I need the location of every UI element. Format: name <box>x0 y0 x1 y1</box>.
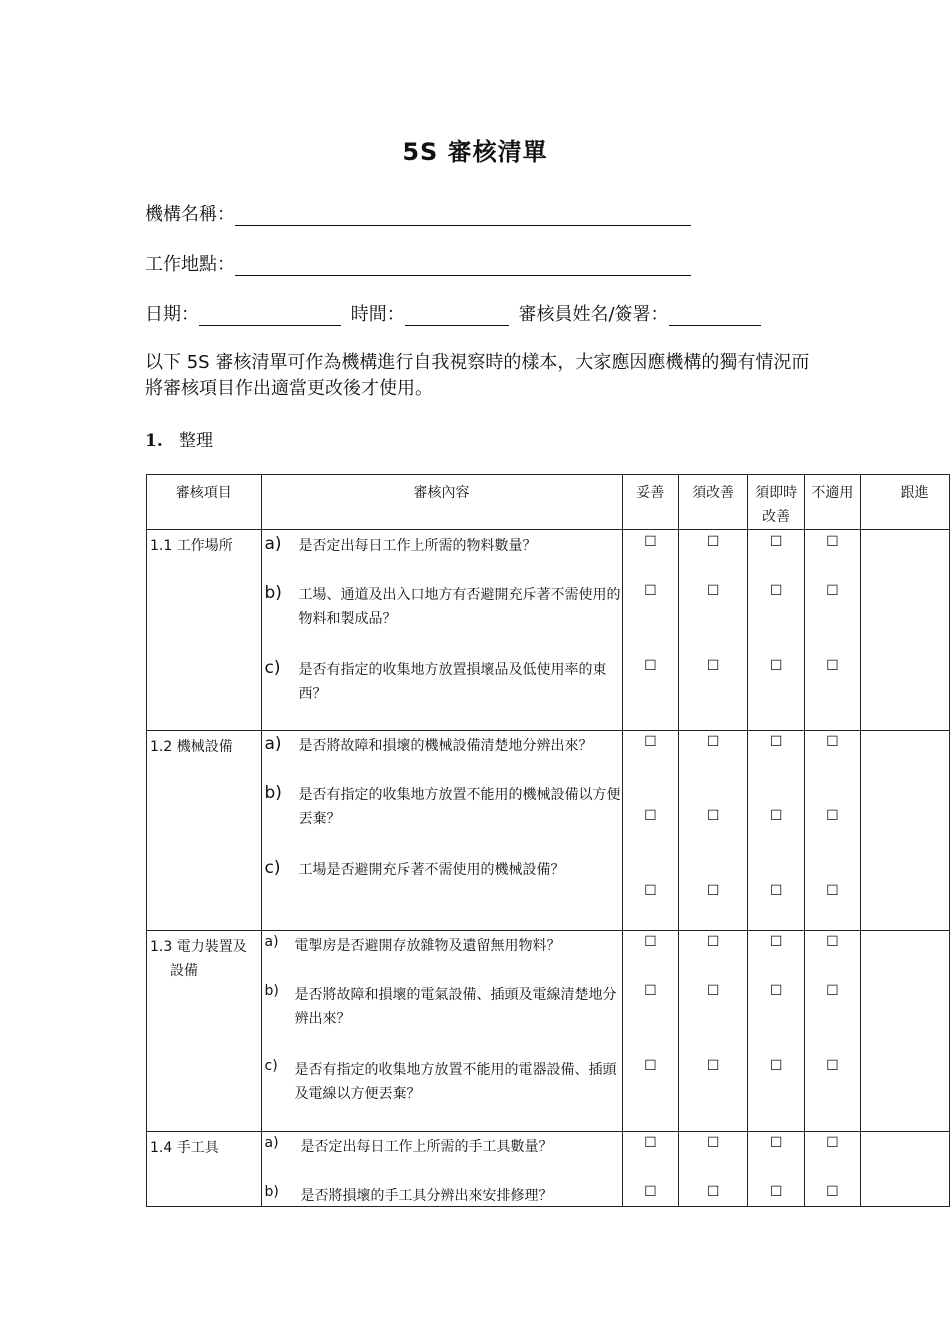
category-name-cont: 設備 <box>170 963 198 979</box>
time-label: 時間： <box>350 304 405 325</box>
checkbox[interactable]: ☐ <box>826 1184 839 1200</box>
location-field <box>145 250 691 276</box>
org-name-label: 機構名稱： <box>145 204 235 225</box>
item-label: a) <box>264 934 279 950</box>
date-time-auditor-row <box>145 300 761 326</box>
item-text: 工場是否避開充斥著不需使用的機械設備？ <box>298 862 565 878</box>
section-title: 整理 <box>179 431 213 451</box>
needs-improvement-cell <box>679 530 748 731</box>
list-item <box>262 1184 622 1208</box>
header-immediate: 須即時改善 <box>748 475 805 530</box>
location-label: 工作地點： <box>145 254 235 275</box>
checkbox[interactable]: ☐ <box>706 734 720 750</box>
item-text: 是否有指定的收集地方放置不能用的電器設備、插頭及電線以方便丟棄？ <box>294 1062 617 1102</box>
list-item <box>262 1135 622 1159</box>
auditor-line[interactable] <box>669 305 761 326</box>
table-row <box>147 931 950 1132</box>
checkbox[interactable]: ☐ <box>769 534 783 550</box>
audit-table <box>146 474 950 1207</box>
checkbox[interactable]: ☐ <box>644 808 657 824</box>
checkbox[interactable]: ☐ <box>769 658 783 674</box>
checkbox[interactable]: ☐ <box>706 583 720 599</box>
item-label: b) <box>264 983 279 999</box>
checkbox[interactable]: ☐ <box>706 934 720 950</box>
item-text: 是否定出每日工作上所需的手工具數量？ <box>300 1139 553 1155</box>
item-text: 電掣房是否避開存放雜物及遺留無用物料？ <box>294 938 561 954</box>
content-cell <box>261 931 622 1132</box>
list-item <box>262 534 622 558</box>
section-number: 1. <box>145 431 163 451</box>
checkbox[interactable]: ☐ <box>826 983 839 999</box>
item-label: b) <box>264 583 282 603</box>
page-title: 5S 審核清單 <box>402 138 548 166</box>
checkbox[interactable]: ☐ <box>769 983 783 999</box>
table-header-row <box>147 475 950 530</box>
needs-improvement-cell <box>679 1132 748 1207</box>
immediate-cell <box>748 1132 805 1207</box>
list-item <box>262 983 622 1031</box>
header-item: 審核項目 <box>147 475 262 530</box>
needs-improvement-cell <box>679 731 748 931</box>
header-needs-improvement: 須改善 <box>679 475 748 530</box>
item-text: 是否有指定的收集地方放置損壞品及低使用率的東西？ <box>298 662 607 702</box>
checkbox[interactable]: ☐ <box>826 934 839 950</box>
not-applicable-cell <box>805 530 861 731</box>
item-label: a) <box>264 734 282 754</box>
checkbox[interactable]: ☐ <box>706 1058 720 1074</box>
checkbox[interactable]: ☐ <box>706 808 720 824</box>
checkbox[interactable]: ☐ <box>644 983 657 999</box>
checkbox[interactable]: ☐ <box>769 1184 783 1200</box>
checkbox[interactable]: ☐ <box>769 1135 783 1151</box>
category-name: 1.4 手工具 <box>150 1140 219 1156</box>
checkbox[interactable]: ☐ <box>644 934 657 950</box>
checkbox[interactable]: ☐ <box>769 883 783 899</box>
header-satisfactory: 妥善 <box>622 475 679 530</box>
org-name-field <box>145 200 691 226</box>
item-text: 是否定出每日工作上所需的物料數量？ <box>298 538 537 554</box>
checkbox[interactable]: ☐ <box>826 883 839 899</box>
category-name: 1.2 機械設備 <box>150 739 233 755</box>
checkbox[interactable]: ☐ <box>644 883 657 899</box>
header-follow-up: 跟進 <box>860 475 949 530</box>
header-content: 審核內容 <box>261 475 622 530</box>
checkbox[interactable]: ☐ <box>769 734 783 750</box>
checkbox[interactable]: ☐ <box>826 658 839 674</box>
checkbox[interactable]: ☐ <box>644 658 657 674</box>
date-label: 日期： <box>145 304 199 325</box>
immediate-cell <box>748 731 805 931</box>
item-label: b) <box>264 783 282 803</box>
table-row <box>147 731 950 931</box>
follow-up-cell[interactable] <box>860 1132 949 1207</box>
item-text: 工場、通道及出入口地方有否避開充斥著不需使用的物料和製成品？ <box>298 587 621 627</box>
item-label: b) <box>264 1184 279 1200</box>
content-cell <box>261 1132 622 1207</box>
table-row <box>147 1132 950 1207</box>
checkbox[interactable]: ☐ <box>769 1058 783 1074</box>
date-line[interactable] <box>199 305 341 326</box>
list-item <box>262 583 622 631</box>
checkbox[interactable]: ☐ <box>706 534 720 550</box>
checkbox[interactable]: ☐ <box>769 583 783 599</box>
satisfactory-cell <box>622 1132 679 1207</box>
checkbox[interactable]: ☐ <box>706 983 720 999</box>
checkbox[interactable]: ☐ <box>826 1058 839 1074</box>
checkbox[interactable]: ☐ <box>644 734 657 750</box>
checkbox[interactable]: ☐ <box>826 1135 839 1151</box>
satisfactory-cell <box>622 931 679 1132</box>
category-cell <box>147 1132 262 1207</box>
not-applicable-cell <box>805 731 861 931</box>
checkbox[interactable]: ☐ <box>644 534 657 550</box>
org-name-line[interactable] <box>235 205 691 226</box>
list-item <box>262 858 622 882</box>
table-row <box>147 530 950 731</box>
category-name: 1.1 工作場所 <box>150 538 233 554</box>
item-label: a) <box>264 534 282 554</box>
checkbox[interactable]: ☐ <box>706 1135 720 1151</box>
section-heading <box>145 426 213 451</box>
checkbox[interactable]: ☐ <box>644 583 657 599</box>
item-text: 是否將損壞的手工具分辨出來安排修理？ <box>300 1188 553 1204</box>
satisfactory-cell <box>622 530 679 731</box>
follow-up-cell[interactable] <box>860 731 949 931</box>
checkbox[interactable]: ☐ <box>644 1058 657 1074</box>
header-not-applicable: 不適用 <box>805 475 861 530</box>
auditor-label: 審核員姓名/簽署： <box>518 304 669 325</box>
immediate-cell <box>748 530 805 731</box>
checkbox[interactable]: ☐ <box>706 658 720 674</box>
not-applicable-cell <box>805 931 861 1132</box>
satisfactory-cell <box>622 731 679 931</box>
checkbox[interactable]: ☐ <box>706 883 720 899</box>
content-cell <box>261 731 622 931</box>
list-item <box>262 783 622 831</box>
follow-up-cell[interactable] <box>860 530 949 731</box>
category-cell <box>147 931 262 1132</box>
category-name: 1.3 電力裝置及 <box>150 939 247 955</box>
immediate-cell <box>748 931 805 1132</box>
list-item <box>262 1058 622 1106</box>
needs-improvement-cell <box>679 931 748 1132</box>
location-line[interactable] <box>235 255 691 276</box>
checkbox[interactable]: ☐ <box>644 1135 657 1151</box>
intro-paragraph: 以下 5S 審核清單可作為機構進行自我視察時的樣本，大家應因應機構的獨有情況而將審核項目作出適當更改後才使用。 <box>145 352 810 399</box>
checkbox[interactable]: ☐ <box>769 934 783 950</box>
item-label: c) <box>264 858 281 878</box>
time-line[interactable] <box>405 305 509 326</box>
checkbox[interactable]: ☐ <box>826 808 839 824</box>
item-label: a) <box>264 1135 279 1151</box>
list-item <box>262 658 622 706</box>
item-text: 是否有指定的收集地方放置不能用的機械設備以方便丟棄？ <box>298 787 621 827</box>
checkbox[interactable]: ☐ <box>826 583 839 599</box>
follow-up-cell[interactable] <box>860 931 949 1132</box>
content-cell <box>261 530 622 731</box>
list-item <box>262 934 622 958</box>
item-label: c) <box>264 658 281 678</box>
checkbox[interactable]: ☐ <box>769 808 783 824</box>
list-item <box>262 734 622 758</box>
category-cell <box>147 530 262 731</box>
checkbox[interactable]: ☐ <box>826 734 839 750</box>
checkbox[interactable]: ☐ <box>706 1184 720 1200</box>
item-text: 是否將故障和損壞的電氣設備、插頭及電線清楚地分辨出來？ <box>294 987 617 1027</box>
item-label: c) <box>264 1058 278 1074</box>
not-applicable-cell <box>805 1132 861 1207</box>
category-cell <box>147 731 262 931</box>
item-text: 是否將故障和損壞的機械設備清楚地分辨出來？ <box>298 738 593 754</box>
checkbox[interactable]: ☐ <box>644 1184 657 1200</box>
checkbox[interactable]: ☐ <box>826 534 839 550</box>
